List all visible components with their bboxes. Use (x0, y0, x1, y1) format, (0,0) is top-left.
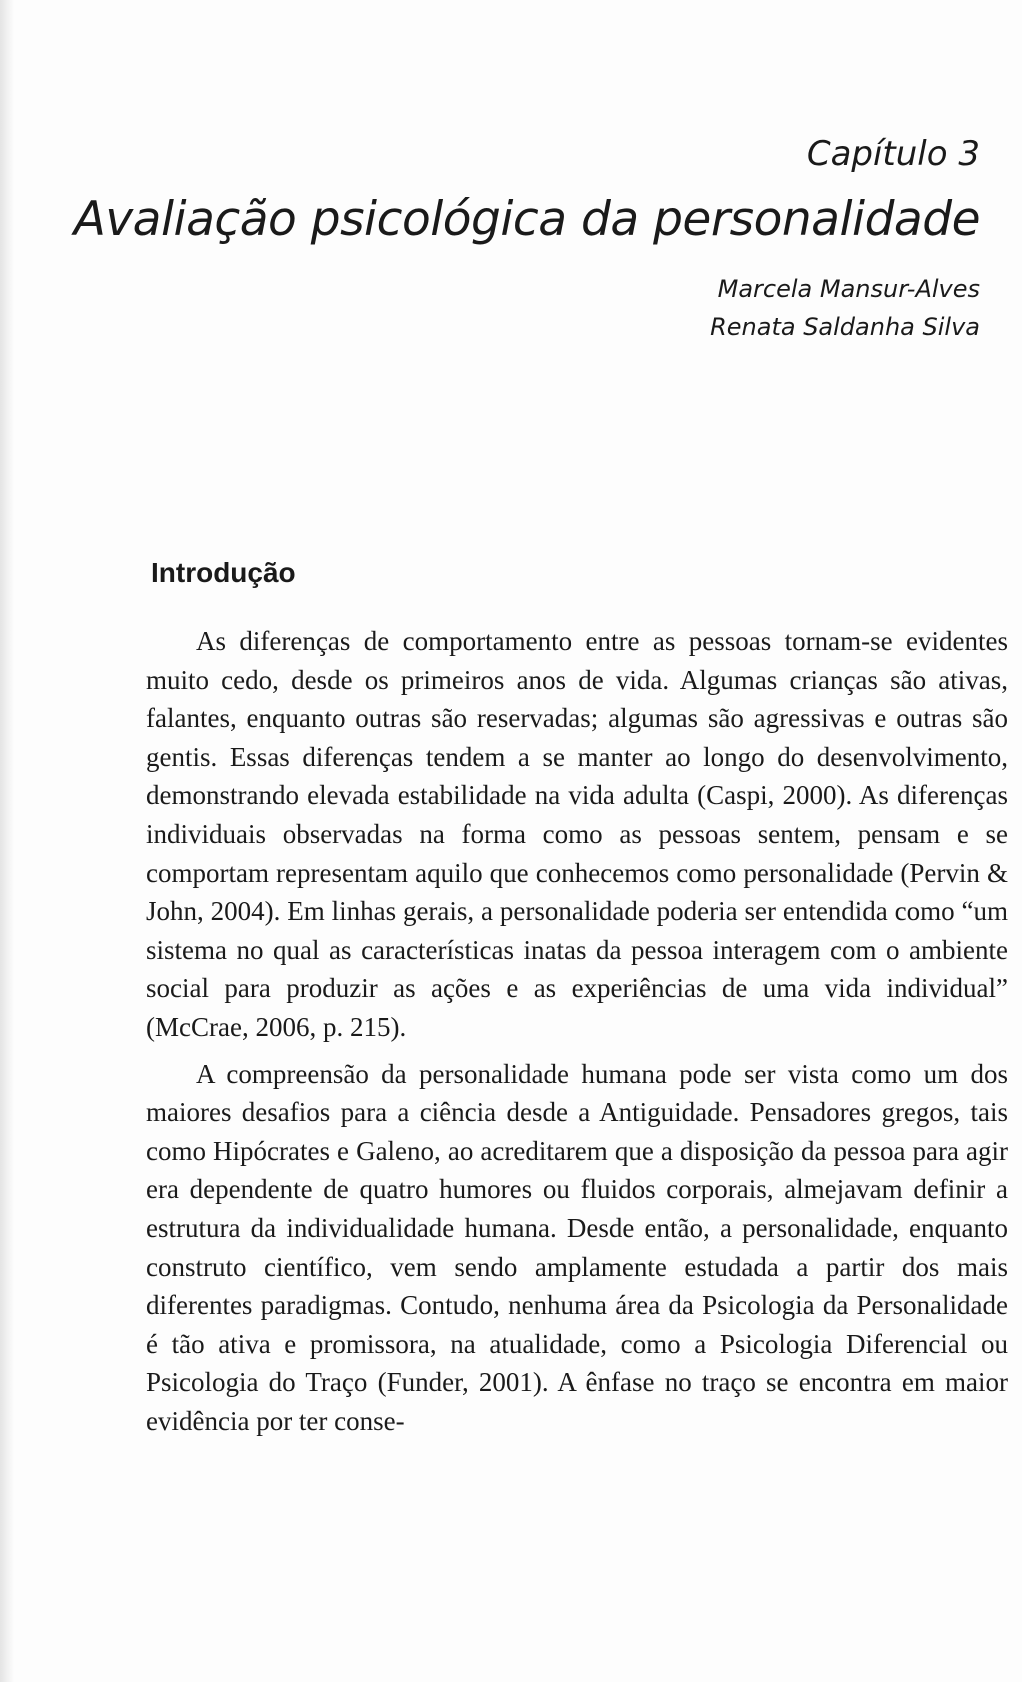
author-name: Renata Saldanha Silva (710, 313, 980, 341)
paragraph: A compreensão da personalidade humana pode ser vista como um dos maiores desafios para a ciência desde a Antiguidade. Pensadores gregos, tais como Hipócrates e Galeno, ao acreditarem que a disposição da pessoa para agir era dependente de quatro humores ou fluidos corporais, almejavam definir a estrutura da individualidade humana. Desde então, a personalidade, enquanto construto científico, vem sendo amplamente estudada a partir dos mais diferentes paradigmas. Contudo, nenhuma área da Psicologia da Personalidade é tão ativa e promissora, na atualidade, como a Psicologia Diferencial ou Psicologia do Traço (Funder, 2001). A ênfase no traço se encontra em maior evidência por ter conse- (146, 1058, 1008, 1436)
body-text (146, 622, 1008, 1440)
chapter-label: Capítulo 3 (806, 134, 980, 174)
author-name: Marcela Mansur-Alves (717, 275, 980, 303)
author-list (710, 270, 980, 346)
chapter-title: Avaliação psicológica da personalidade (73, 192, 980, 247)
section-heading: Introdução (151, 557, 296, 588)
chapter-header (74, 132, 980, 250)
page-edge-shadow (0, 0, 14, 1682)
paragraph: As diferenças de comportamento entre as pessoas tornam-se evidentes muito cedo, desde os primeiros anos de vida. Algumas crianças são ativas, falantes, enquanto outras são reservadas; algumas são agressivas e outras são gentis. Essas diferenças tendem a se manter ao longo do desenvolvimento, demonstrando elevada estabilidade na vida adulta (Caspi, 2000). As diferenças individuais observadas na forma como as pessoas sentem, pensam e se comportam representam aquilo que conhecemos como personalidade (Pervin & John, 2004). Em linhas gerais, a personalidade poderia ser entendida como “um sistema no qual as características inatas da pessoa interagem com o ambiente social para produzir as ações e as experiências de uma vida individual” (McCrae, 2006, p. 215). (146, 626, 1008, 1042)
